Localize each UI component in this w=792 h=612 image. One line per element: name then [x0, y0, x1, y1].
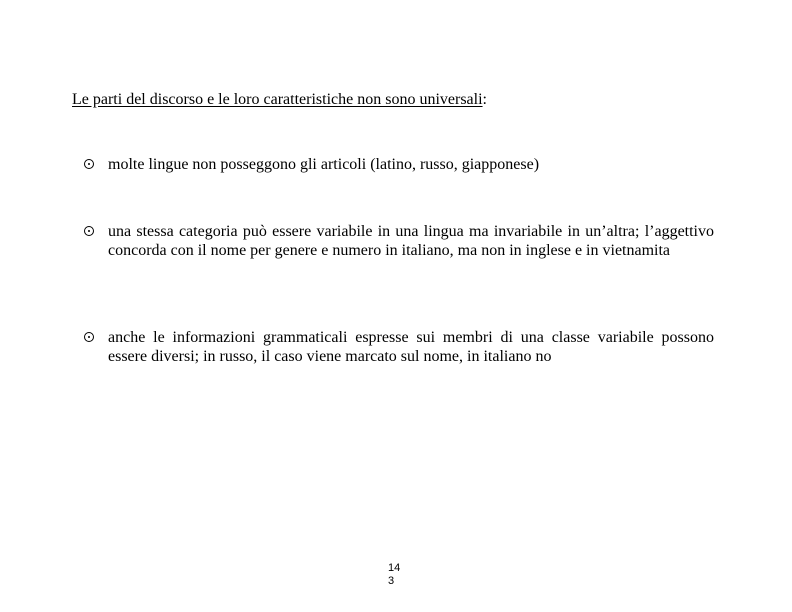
- list-item-text: una stessa categoria può essere variabile in una lingua ma invariabile in un’altra; l’aggettivo concorda con il nome per genere e numero in italiano, ma non in inglese e in vietnamita: [108, 223, 714, 259]
- heading-colon: :: [482, 91, 487, 108]
- page-number-line-2: 3: [388, 575, 395, 587]
- circle-dot-bullet-icon: [84, 222, 108, 241]
- page-number-line-1: 14: [388, 562, 401, 574]
- list-item-text: molte lingue non posseggono gli articoli (latino, russo, giapponese): [108, 156, 540, 173]
- list-item: [84, 155, 714, 174]
- page-number: [388, 562, 400, 588]
- circle-dot-bullet-icon: [84, 328, 108, 347]
- circle-dot-bullet-icon: [84, 155, 108, 174]
- list-item: [84, 222, 714, 260]
- list-item-text: anche le informazioni grammaticali espresse sui membri di una classe variabile possono essere diversi; in russo, il caso viene marcato sul nome, in italiano no: [108, 329, 714, 365]
- heading-text: Le parti del discorso e le loro caratteristiche non sono universali: [72, 91, 483, 108]
- list-item: [84, 328, 714, 366]
